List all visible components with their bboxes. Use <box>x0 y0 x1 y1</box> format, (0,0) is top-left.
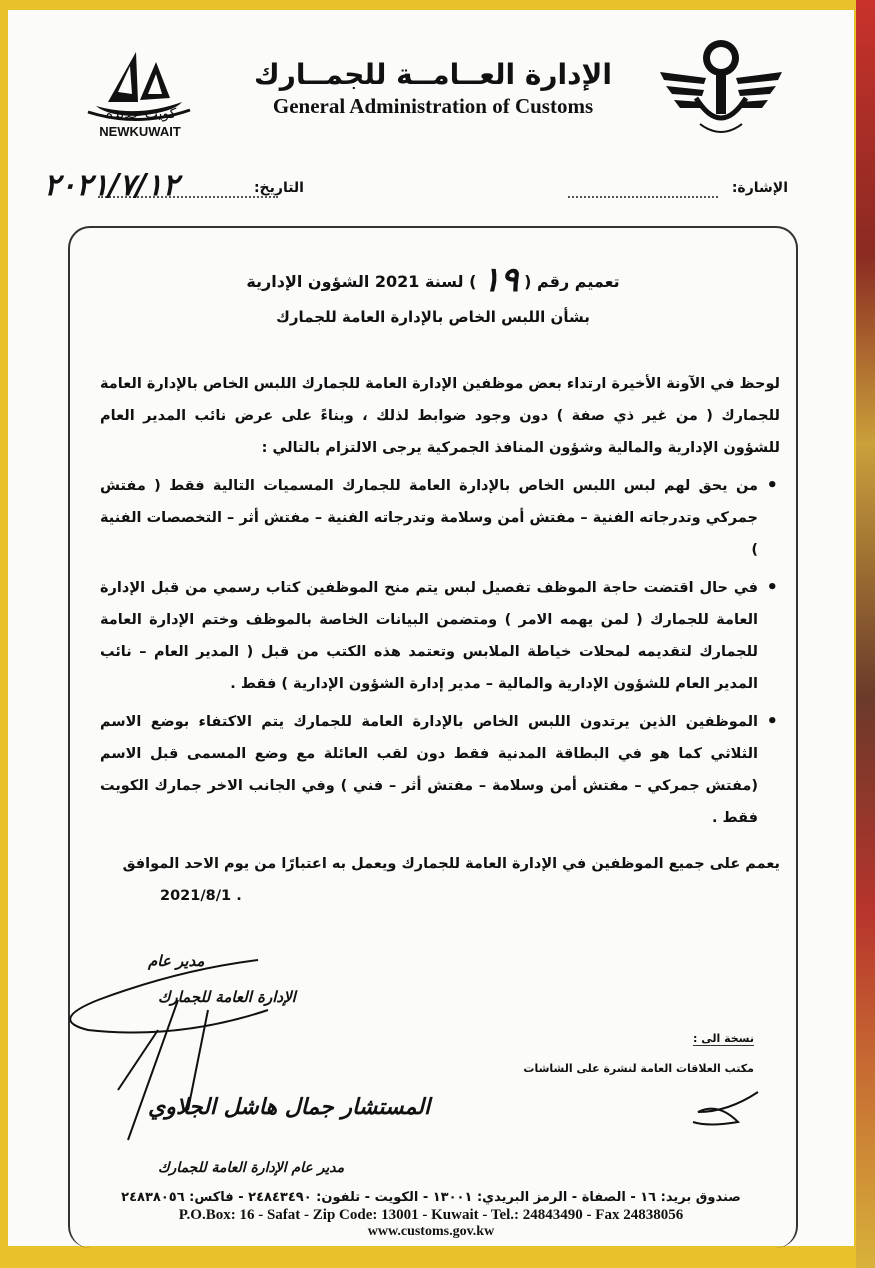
list-item: • من يحق لهم لبس اللبس الخاص بالإدارة العامة للجمارك المسميات التالية فقط ( مفتش جمركي وتدرجاته الفنية – مفتش أمن وسلامة وتدرجاته الفنية – مفتش أثر – التخصصات الفنية ) <box>100 470 780 566</box>
footer-address-english: P.O.Box: 16 - Safat - Zip Code: 13001 - Kuwait - Tel.: 24843490 - Fax 24838056 <box>178 1207 684 1223</box>
reference-dotted-line <box>568 196 718 198</box>
copy-to-label: نسخة الى : <box>692 1032 754 1045</box>
customs-emblem-icon <box>656 28 786 148</box>
circular-subject: بشأن اللبس الخاص بالإدارة العامة للجمارك <box>276 308 590 326</box>
organization-title-english: General Administration of Customs <box>272 94 594 118</box>
signatory-department: الإدارة العامة للجمارك <box>158 988 296 1006</box>
signatory-name: المستشار جمال هاشل الجلاوي <box>148 1095 431 1120</box>
closing-paragraph: يعمم على جميع الموظفين في الإدارة العامة للجمارك ويعمل به اعتبارًا من يوم الاحد الموافق <box>122 856 780 872</box>
circular-body <box>100 368 780 912</box>
copy-to-item: مكتب العلاقات العامة لنشرة على الشاشات <box>523 1062 754 1075</box>
date-label: التاريخ: <box>253 180 304 196</box>
initials-scribble-icon <box>688 1082 768 1132</box>
circular-number: ١٩ <box>482 260 519 300</box>
logo-caption-arabic: كويت جديدة <box>105 106 177 122</box>
document-page <box>8 10 854 1246</box>
footer-address-arabic: صندوق بريد: ١٦ - الصفاة - الرمز البريدي: ١٣٠٠١ - الكويت - تلفون: ٢٤٨٤٣٤٩٠ - فاكس: ٢٤٨٣٨٠٥٦ <box>121 1190 741 1205</box>
letter-footer <box>8 1190 854 1240</box>
circular-suffix: ) لسنة 2021 الشؤون الإدارية <box>246 272 477 291</box>
footer-website: www.customs.gov.kw <box>367 1224 495 1239</box>
list-item: • في حال اقتضت حاجة الموظف تفصيل لبس يتم منح الموظفين كتاب رسمي من قبل الإدارة العامة للجمارك ( لمن يهمه الامر ) ومتضمن البيانات الخاصة بالموظف وختم الإدارة العامة للجمارك لتقديمه لمحلات خياطة الملابس وتعتمد هذه الكتب من قبل ( المدير العام – نائب المدير العام للشؤون الإدارية والمالية – مدير إدارة الشؤون الإدارية ) فقط . <box>100 572 780 700</box>
signatory-role: مدير عام الإدارة العامة للجمارك <box>158 1160 345 1176</box>
circular-heading <box>70 260 796 300</box>
letterhead <box>8 10 854 170</box>
date-handwritten: ٢٠٢١/٧/١٢ <box>44 168 179 203</box>
reference-label: الإشارة: <box>731 180 788 196</box>
intro-paragraph: لوحظ في الآونة الأخيرة ارتداء بعض موظفين الإدارة العامة للجمارك اللبس الخاص بالإدارة العامة للجمارك ( من غير ذي صفة ) دون وجود ضوابط لذلك ، وبناءً على عرض نائب المدير العام للشؤون الإدارية والمالية وشؤون المنافذ الجمركية يرجى الالتزام بالتالي : <box>100 376 780 456</box>
background-edge <box>856 0 875 1268</box>
effective-date: . 2021/8/1 <box>160 888 242 904</box>
organization-title-arabic: الإدارة العــامــة للجمــارك <box>254 58 612 91</box>
signatory-title: مدير عام <box>148 952 205 970</box>
rules-list <box>100 470 780 834</box>
logo-caption-english: NEWKUWAIT <box>99 124 181 139</box>
signature-scribble-icon <box>58 940 318 1160</box>
circular-prefix: تعميم رقم ( <box>524 272 620 291</box>
list-item: • الموظفين الذين يرتدون اللبس الخاص بالإدارة العامة للجمارك يتم الاكتفاء بوضع الاسم الثلاثي كما هو في البطاقة المدنية فقط دون لقب العائلة مع وضع المسمى قبل الاسم (مفتش جمركي – مفتش أمن وسلامة – مفتش أثر – فني ) وفي الجانب الاخر جمارك الكويت فقط . <box>100 706 780 834</box>
